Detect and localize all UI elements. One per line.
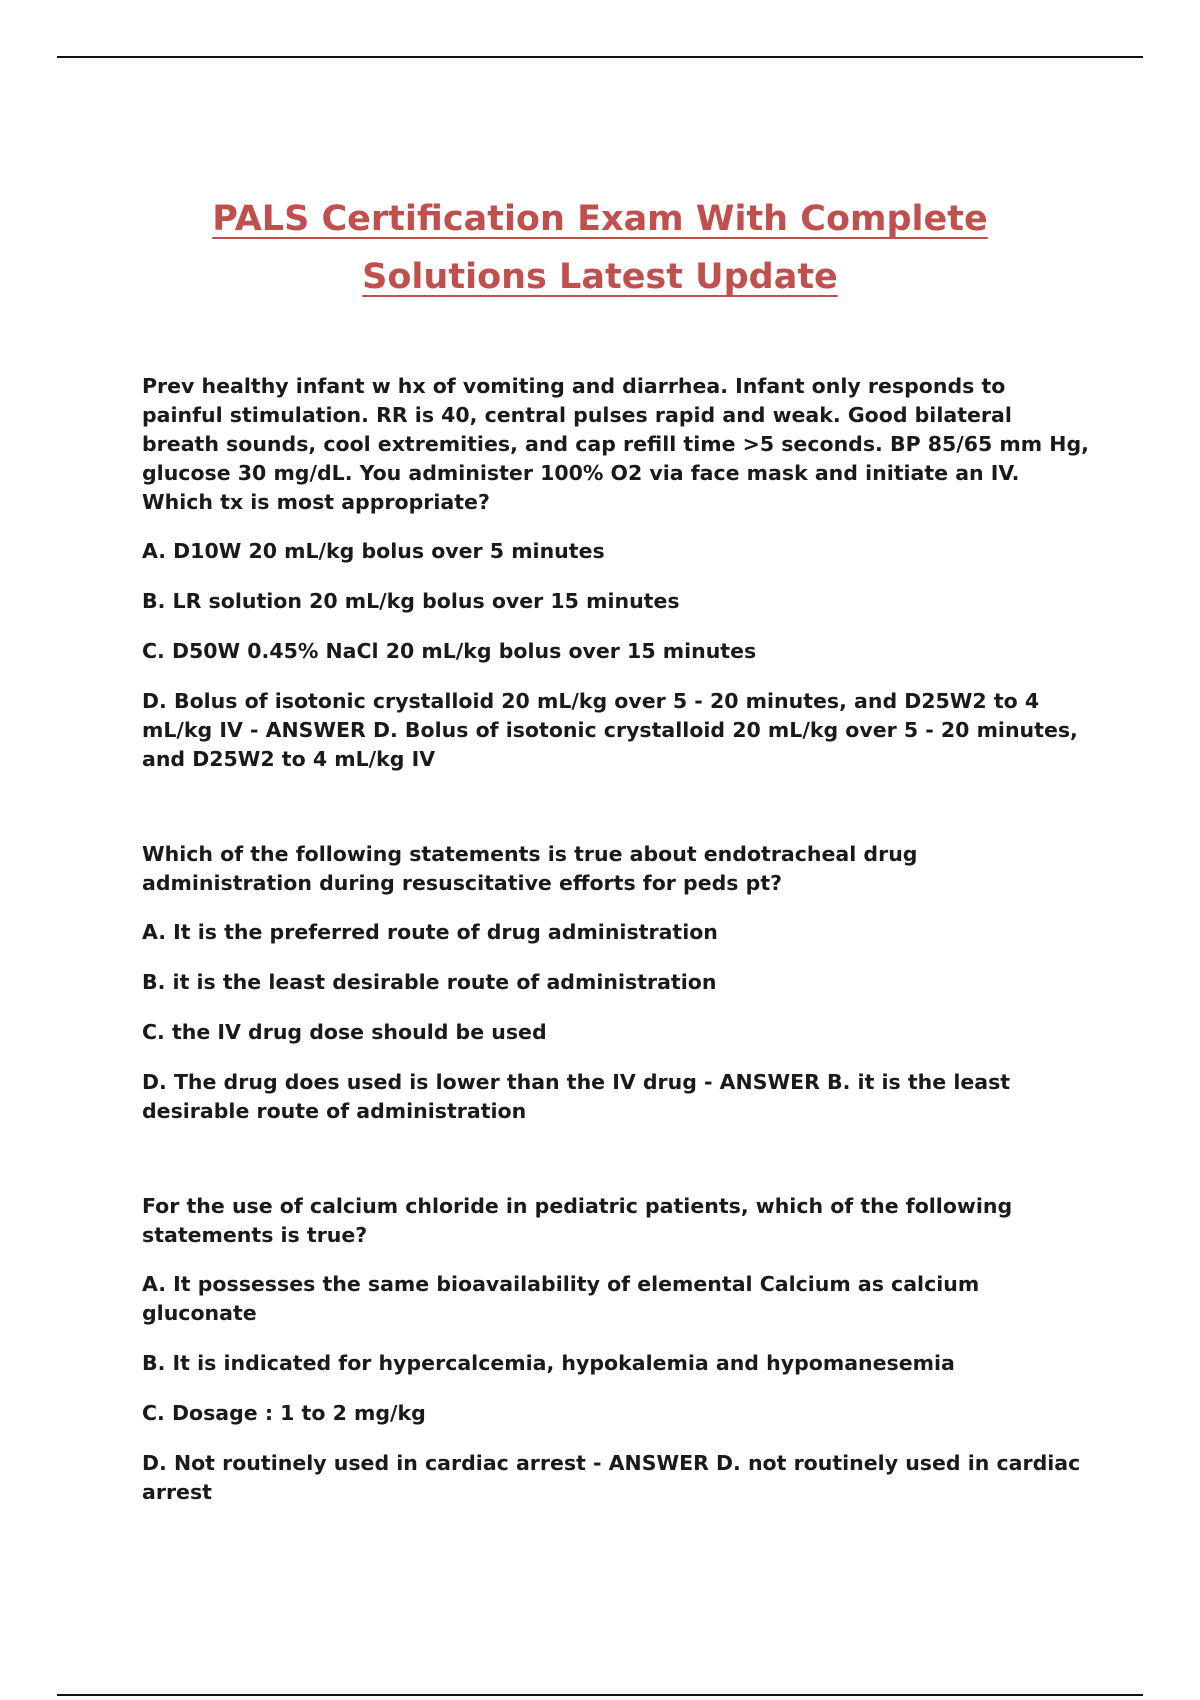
answer-option: D. Not routinely used in cardiac arrest - ANSWER D. not routinely used in cardiac arrest [142,1451,1081,1504]
header-rule [57,56,1143,58]
answer-option: B. LR solution 20 mL/kg bolus over 15 minutes [142,589,680,613]
answer-option: D. The drug does used is lower than the IV drug - ANSWER B. it is the least desirable route of administration [142,1070,1011,1123]
footer-rule [57,1694,1143,1696]
question-text: Which of the following statements is true about endotracheal drug administration during resuscitative efforts for peds pt? [142,842,918,895]
answer-option: C. D50W 0.45% NaCl 20 mL/kg bolus over 15 minutes [142,639,757,663]
question-text: Prev healthy infant w hx of vomiting and diarrhea. Infant only responds to painful stimulation. RR is 40, central pulses rapid and weak. Good bilateral breath sounds, cool extremities, and cap refill time >5 seconds. BP 85/65 mm Hg, glucose 30 mg/dL. You administer 100% O2 via face mask and initiate an IV. Which tx is most appropriate? [142,374,1089,514]
document-title [0,190,1200,306]
answer-option: B. it is the least desirable route of administration [142,970,717,994]
answer-option: A. It possesses the same bioavailability of elemental Calcium as calcium gluconate [142,1272,980,1325]
answer-option: C. the IV drug dose should be used [142,1020,547,1044]
answer-option: A. It is the preferred route of drug administration [142,920,718,944]
question-text: For the use of calcium chloride in pediatric patients, which of the following statements is true? [142,1194,1013,1247]
title-line-1: PALS Certification Exam With Complete [212,199,988,239]
answer-option: B. It is indicated for hypercalcemia, hypokalemia and hypomanesemia [142,1351,955,1375]
question-block [142,1192,1092,1507]
question-block [142,840,1092,1126]
answer-option: D. Bolus of isotonic crystalloid 20 mL/kg over 5 - 20 minutes, and D25W2 to 4 mL/kg IV - ANSWER D. Bolus of isotonic crystalloid 20 mL/kg over 5 - 20 minutes, and D25W2 to 4 mL/kg IV [142,689,1078,771]
document-body [142,372,1092,1507]
answer-option: A. D10W 20 mL/kg bolus over 5 minutes [142,539,605,563]
answer-option: C. Dosage : 1 to 2 mg/kg [142,1401,426,1425]
question-block [142,372,1092,774]
title-line-2: Solutions Latest Update [362,257,838,297]
